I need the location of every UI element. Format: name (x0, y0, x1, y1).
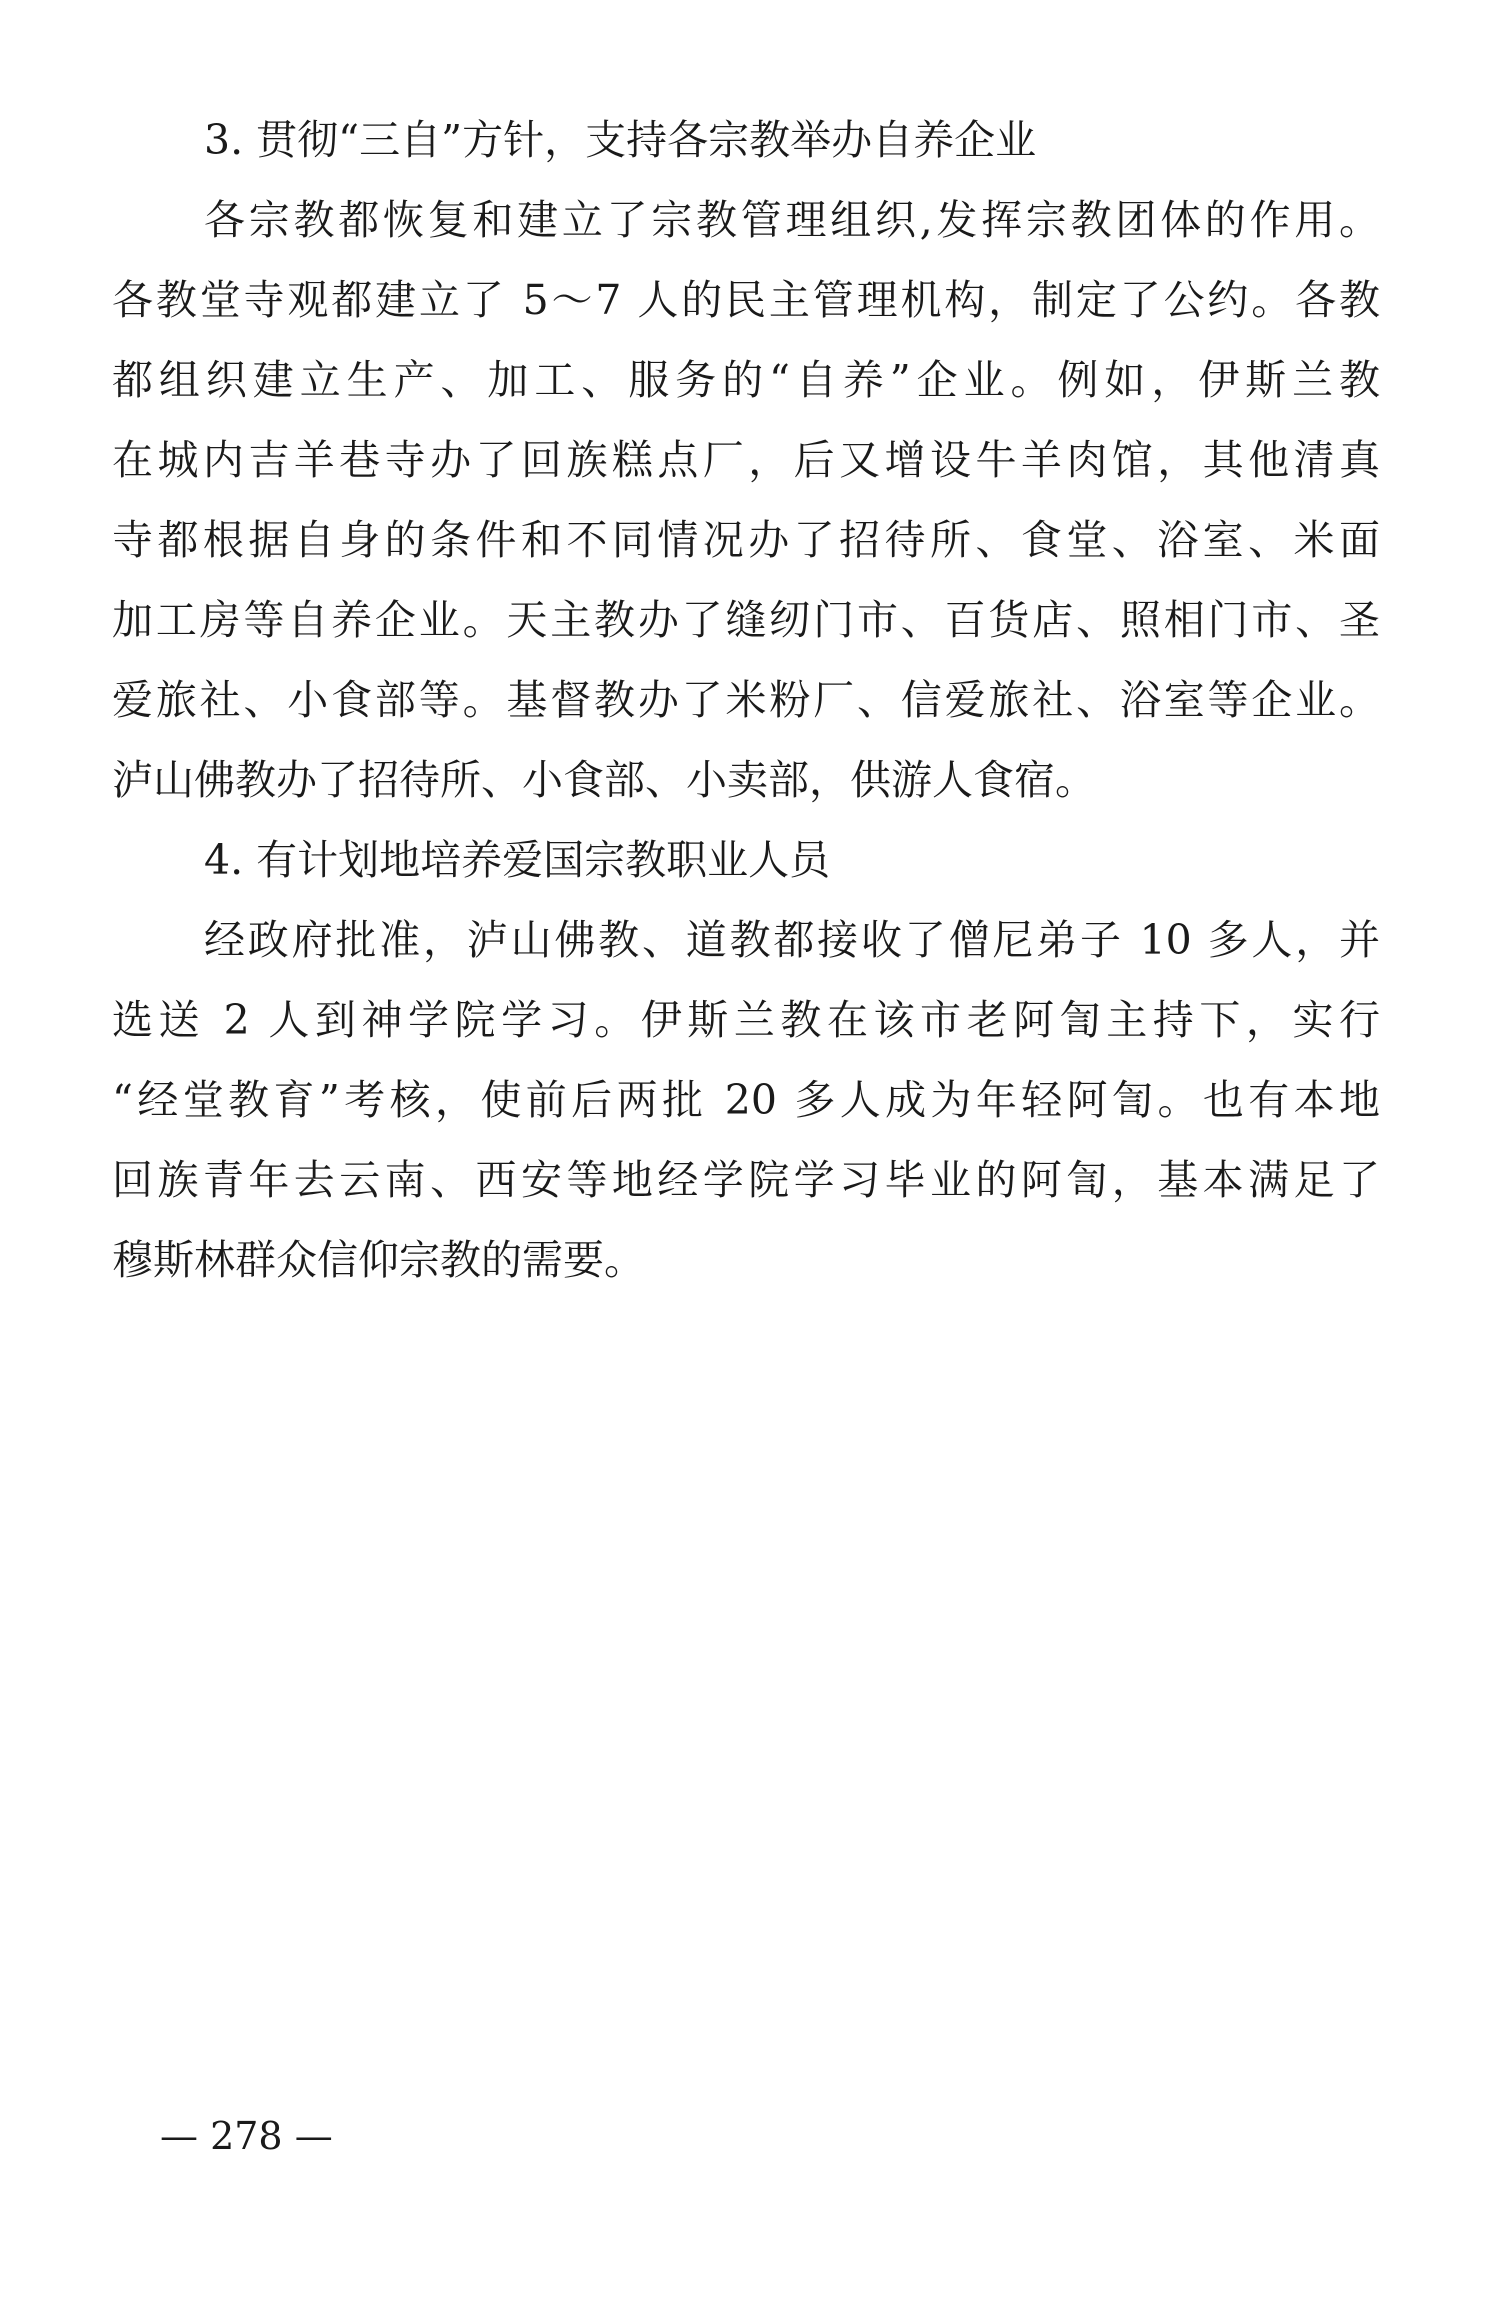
paragraph-line: “经堂教育”考核，使前后两批 20 多人成为年轻阿訇。也有本地 (112, 1076, 1380, 1124)
section-3-heading: 3. 贯彻“三自”方针，支持各宗教举办自养企业 (204, 116, 1037, 164)
paragraph-line: 泸山佛教办了招待所、小食部、小卖部，供游人食宿。 (112, 756, 1096, 804)
section-4-heading: 4. 有计划地培养爱国宗教职业人员 (204, 836, 831, 884)
paragraph-line: 选送 2 人到神学院学习。伊斯兰教在该市老阿訇主持下，实行 (112, 996, 1380, 1044)
paragraph-line: 都组织建立生产、加工、服务的“自养”企业。例如，伊斯兰教 (112, 356, 1380, 404)
paragraph-line: 在城内吉羊巷寺办了回族糕点厂，后又增设牛羊肉馆，其他清真 (112, 436, 1380, 484)
page-body (112, 100, 1380, 1300)
paragraph-line: 经政府批准，泸山佛教、道教都接收了僧尼弟子 10 多人，并 (204, 916, 1380, 964)
paragraph-line: 回族青年去云南、西安等地经学院学习毕业的阿訇，基本满足了 (112, 1156, 1380, 1204)
paragraph-line: 穆斯林群众信仰宗教的需要。 (112, 1236, 645, 1284)
paragraph-line: 各教堂寺观都建立了 5～7 人的民主管理机构，制定了公约。各教 (112, 276, 1380, 324)
page-number: — 278 — (160, 2114, 333, 2158)
paragraph-line: 寺都根据自身的条件和不同情况办了招待所、食堂、浴室、米面 (112, 516, 1380, 564)
paragraph-line: 各宗教都恢复和建立了宗教管理组织,发挥宗教团体的作用。 (204, 196, 1380, 244)
paragraph-line: 加工房等自养企业。天主教办了缝纫门市、百货店、照相门市、圣 (112, 596, 1380, 644)
paragraph-line: 爱旅社、小食部等。基督教办了米粉厂、信爱旅社、浴室等企业。 (112, 676, 1380, 724)
